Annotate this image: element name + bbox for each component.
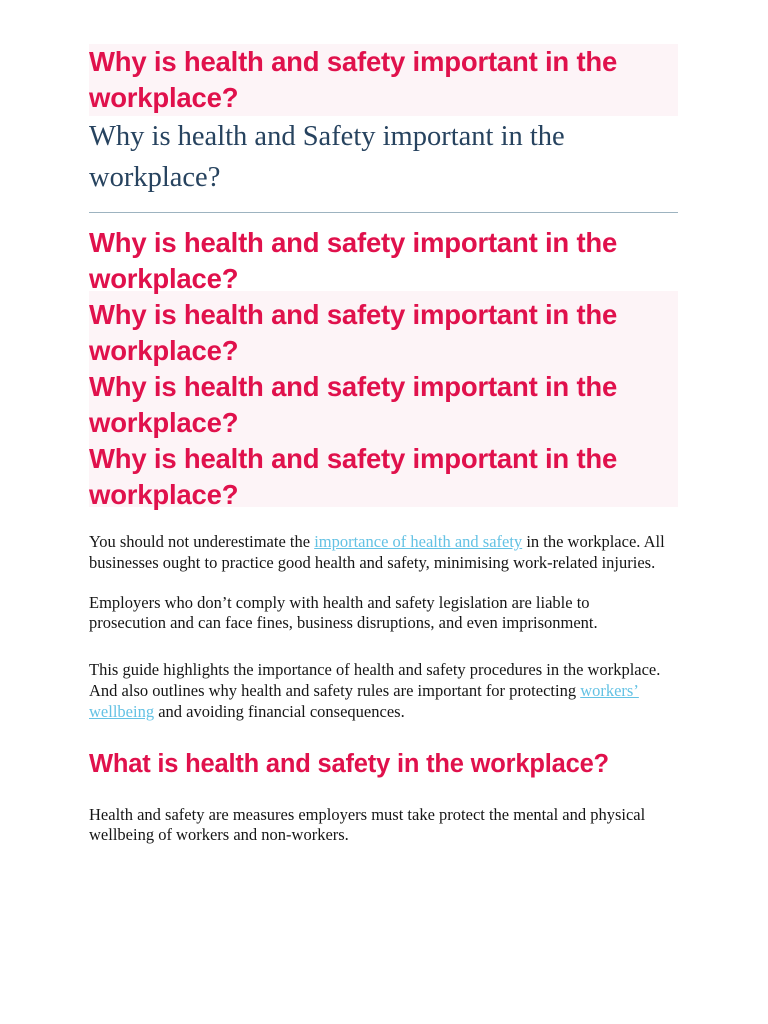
section-heading-what-is-health-and-safety: What is health and safety in the workplace? <box>89 749 609 778</box>
paragraph-1 <box>89 532 667 574</box>
page-title-pink: Why is health and safety important in the workplace? <box>89 46 618 113</box>
paragraph-4: Health and safety are measures employers must take protect the mental and physical wellbeing of workers and non-workers. <box>89 804 646 845</box>
paragraph-3-text-before: This guide highlights the importance of health and safety procedures in the workplace. And also outlines why health and safety rules are important for protecting <box>89 660 661 700</box>
repeated-heading-2: Why is health and safety important in the workplace? <box>89 299 618 366</box>
link-importance-of-health-and-safety[interactable]: importance of health and safety <box>314 532 523 551</box>
document-content-column <box>89 44 678 846</box>
paragraph-2: Employers who don’t comply with health and safety legislation are liable to prosecution and can face fines, business disruptions, and even imprisonment. <box>89 592 598 633</box>
paragraph-1-text-after: in the workplace. All businesses ought to practice good health and safety, minimising work-related injuries. <box>89 532 665 572</box>
repeated-heading-4: Why is health and safety important in the workplace? <box>89 443 618 510</box>
repeated-heading-3: Why is health and safety important in the workplace? <box>89 371 618 438</box>
paragraph-1-text-before: You should not underestimate the <box>89 532 315 551</box>
horizontal-rule <box>89 212 678 213</box>
link-workers-wellbeing[interactable]: workers’ wellbeing <box>89 680 639 721</box>
repeated-headings-group <box>89 225 678 513</box>
repeated-heading-1: Why is health and safety important in the workplace? <box>89 227 618 294</box>
paragraph-3-text-after: and avoiding financial consequences. <box>154 701 405 721</box>
paragraph-3 <box>89 660 667 722</box>
page-title-serif: Why is health and Safety important in the workplace? <box>89 121 565 193</box>
